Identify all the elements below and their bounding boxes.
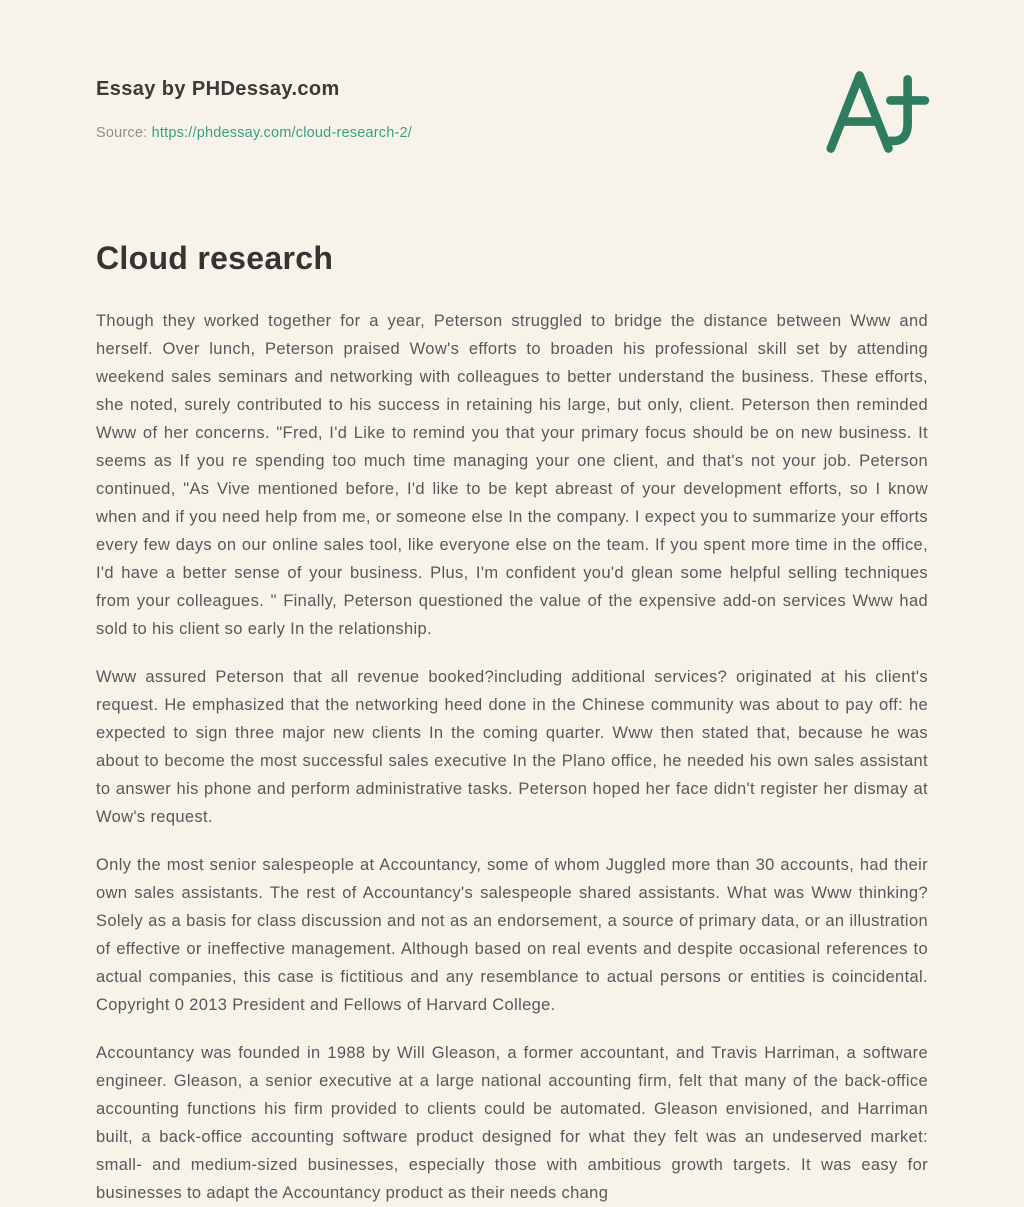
essay-paragraph-3: Only the most senior salespeople at Accountancy, some of whom Juggled more than 30 accounts, had their own sales assistants. The rest of Accountancy's salespeople shared assistants. What was Www thinking? Solely as a basis for class discussion and not as an endorsement, a source of primary data, or an illustration of effective or ineffective management. Although based on real events and despite occasional references to actual companies, this case is fictitious and any resemblance to actual persons or entities is coincidental. Copyright 0 2013 President and Fellows of Harvard College. (96, 856, 928, 1014)
page-header (96, 62, 928, 160)
essay-body (96, 307, 928, 1207)
source-label: Source: (96, 125, 148, 141)
essay-title: Cloud research (96, 240, 334, 276)
essay-paragraph-4: Accountancy was founded in 1988 by Will Gleason, a former accountant, and Travis Harriman, a software engineer. Gleason, a senior executive at a large national accounting firm, felt that many of the back-office accounting functions his firm provided to clients could be automated. Gleason envisioned, and Harriman built, a back-office accounting software product designed for what they felt was an undeserved market: small- and medium-sized businesses, especially those with ambitious growth targets. It was easy for businesses to adapt the Accountancy product as their needs chang (96, 1044, 928, 1202)
phdessay-logo[interactable] (816, 64, 934, 160)
source-url-link[interactable]: https://phdessay.com/cloud-research-2/ (151, 125, 413, 141)
header-text-block (96, 62, 412, 141)
essay-paragraph-1: Though they worked together for a year, Peterson struggled to bridge the distance between Www and herself. Over lunch, Peterson praised Wow's efforts to broaden his professional skill set by attending weekend sales seminars and networking with colleagues to better understand the business. These efforts, she noted, surely contributed to his success in retaining his large, but only, client. Peterson then reminded Www of her concerns. "Fred, I'd Like to remind you that your primary focus should be on new business. It seems as If you re spending too much time managing your one client, and that's not your job. Peterson continued, "As Vive mentioned before, I'd like to be kept abreast of your development efforts, so I know when and if you need help from me, or someone else In the company. I expect you to summarize your efforts every few days on our online sales tool, like everyone else on the team. If you spent more time in the office, I'd have a better sense of your business. Plus, I'm confident you'd glean some helpful selling techniques from your colleagues. " Finally, Peterson questioned the value of the expensive add-on services Www had sold to his client so early In the relationship. (96, 312, 928, 638)
essay-byline: Essay by PHDessay.com (96, 78, 340, 100)
source-line (96, 125, 412, 141)
essay-paragraph-2: Www assured Peterson that all revenue booked?including additional services? originated at his client's request. He emphasized that the networking heed done in the Chinese community was about to pay off: he expected to sign three major new clients In the coming quarter. Www then stated that, because he was about to become the most successful sales executive In the Plano office, he needed his own sales assistant to answer his phone and perform administrative tasks. Peterson hoped her face didn't register her dismay at Wow's request. (96, 668, 928, 826)
a-plus-logo-icon (816, 64, 934, 160)
